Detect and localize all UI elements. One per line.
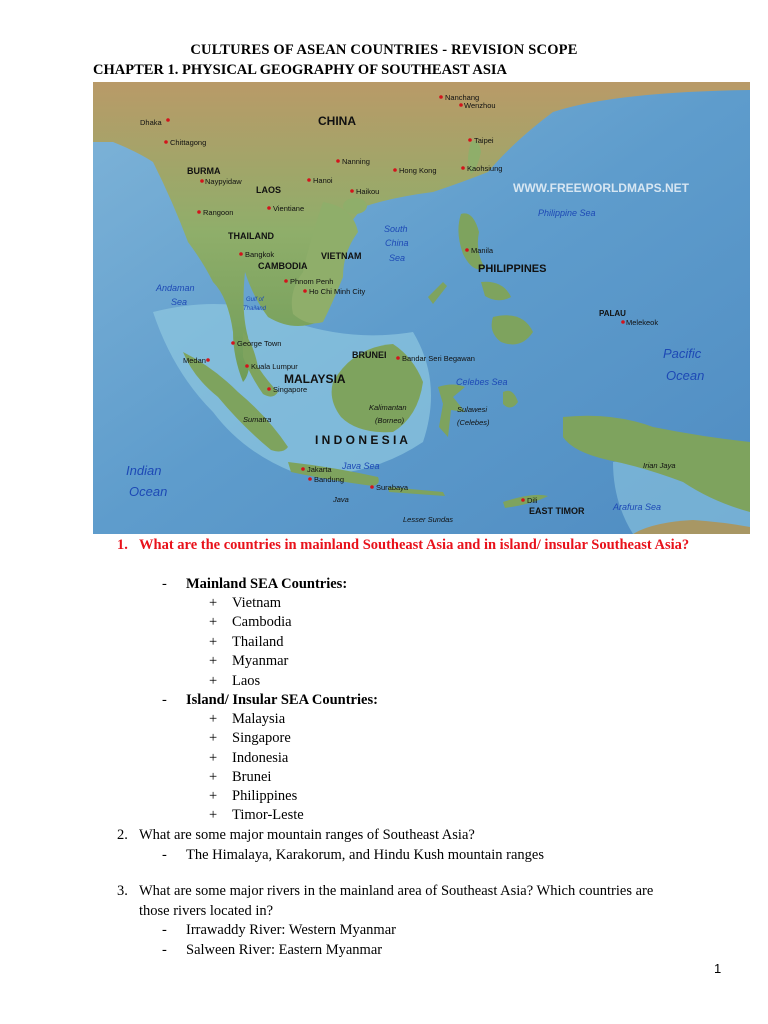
island-item: Singapore xyxy=(232,730,291,746)
question-2-answer: The Himalaya, Karakorum, and Hindu Kush mountain ranges xyxy=(186,847,544,863)
city-nanning: Nanning xyxy=(342,157,370,166)
label-malaysia: MALAYSIA xyxy=(284,372,346,386)
island-item: Malaysia xyxy=(232,711,286,727)
label-sulawesi: Sulawesi xyxy=(457,405,488,414)
label-andaman-2: Sea xyxy=(171,297,188,307)
city-rangoon: Rangoon xyxy=(203,208,234,217)
island-item: Indonesia xyxy=(232,750,289,766)
label-arafura-sea: Arafura Sea xyxy=(613,502,662,512)
bullet-plus: + xyxy=(209,614,218,630)
label-south-china-3: Sea xyxy=(389,253,406,263)
question-3-answer: Salween River: Eastern Myanmar xyxy=(186,942,383,958)
bullet-plus: + xyxy=(209,769,218,785)
label-cambodia: CAMBODIA xyxy=(258,261,308,271)
label-andaman-1: Andaman xyxy=(156,283,195,293)
city-medan: Medan xyxy=(183,356,206,365)
label-gulf-2: Thailand xyxy=(243,306,267,312)
question-3-number: 3. xyxy=(117,883,128,899)
question-1-number: 1. xyxy=(117,537,128,553)
bullet-plus: + xyxy=(209,788,218,804)
map-watermark: WWW.FREEWORLDMAPS.NET xyxy=(513,181,689,195)
label-celebes-sea: Celebes Sea xyxy=(456,377,508,387)
label-gulf-1: Gulf of xyxy=(246,297,264,303)
label-kalimantan: Kalimantan xyxy=(369,403,407,412)
label-laos: LAOS xyxy=(256,185,282,195)
city-manila: Manila xyxy=(471,246,494,255)
city-singapore: Singapore xyxy=(273,385,308,394)
page-number: 1 xyxy=(714,961,722,976)
city-bandung: Bandung xyxy=(314,475,345,484)
city-vientiane: Vientiane xyxy=(273,204,305,213)
label-south-china-2: China xyxy=(385,238,409,248)
island-item: Timor-Leste xyxy=(232,807,304,823)
question-2-number: 2. xyxy=(117,827,128,843)
label-pacific-2: Ocean xyxy=(666,368,705,383)
bullet-plus: + xyxy=(209,634,218,650)
label-indian-1: Indian xyxy=(126,463,162,478)
label-east-timor: EAST TIMOR xyxy=(529,506,585,516)
label-celebes: (Celebes) xyxy=(457,418,490,427)
label-philippine-sea: Philippine Sea xyxy=(538,208,596,218)
city-wenzhou: Wenzhou xyxy=(464,101,496,110)
island-item: Philippines xyxy=(232,788,298,804)
mainland-item: Cambodia xyxy=(232,614,292,630)
bullet-plus: + xyxy=(209,595,218,611)
city-jakarta: Jakarta xyxy=(307,465,332,474)
city-surabaya: Surabaya xyxy=(376,483,409,492)
mainland-item: Laos xyxy=(232,673,261,689)
mainland-item: Vietnam xyxy=(232,595,282,611)
bullet-plus: + xyxy=(209,673,218,689)
question-3-answer: Irrawaddy River: Western Myanmar xyxy=(186,922,396,938)
bullet-dash: - xyxy=(162,692,167,708)
city-naypyidaw: Naypyidaw xyxy=(205,177,242,186)
bullet-plus: + xyxy=(209,750,218,766)
label-lesser-sundas: Lesser Sundas xyxy=(403,515,454,524)
city-dhaka: Dhaka xyxy=(140,118,162,127)
label-vietnam: VIETNAM xyxy=(321,251,362,261)
mainland-item: Myanmar xyxy=(232,653,289,669)
bullet-dash: - xyxy=(162,576,167,592)
bullet-plus: + xyxy=(209,807,218,823)
city-melekeok: Melekeok xyxy=(626,318,659,327)
label-pacific-1: Pacific xyxy=(663,346,702,361)
label-java-sea: Java Sea xyxy=(342,461,380,471)
label-south-china-1: South xyxy=(384,224,408,234)
bullet-plus: + xyxy=(209,730,218,746)
label-indian-2: Ocean xyxy=(129,484,168,499)
island-heading: Island/ Insular SEA Countries: xyxy=(186,692,378,708)
city-chittagong: Chittagong xyxy=(170,138,207,147)
question-1-text: What are the countries in mainland Southeast Asia and in island/ insular Southeast Asia? xyxy=(139,537,690,553)
question-1 xyxy=(117,536,727,555)
label-burma: BURMA xyxy=(187,166,221,176)
bullet-dash: - xyxy=(162,942,167,958)
city-kuala-lumpur: Kuala Lumpur xyxy=(251,362,298,371)
mainland-heading: Mainland SEA Countries: xyxy=(186,576,348,592)
label-philippines: PHILIPPINES xyxy=(478,263,547,275)
document-title: CULTURES OF ASEAN COUNTRIES - REVISION SCOPE xyxy=(190,42,578,58)
label-borneo: (Borneo) xyxy=(375,416,405,425)
label-china: CHINA xyxy=(318,114,356,128)
city-ho-chi-minh: Ho Chi Minh City xyxy=(309,287,366,296)
city-phnom-penh: Phnom Penh xyxy=(290,277,334,286)
question-3-text-line2: those rivers located in? xyxy=(139,903,274,919)
chapter-heading: CHAPTER 1. PHYSICAL GEOGRAPHY OF SOUTHEAST ASIA xyxy=(93,62,507,78)
city-bangkok: Bangkok xyxy=(245,250,275,259)
city-taipei: Taipei xyxy=(474,136,494,145)
label-sumatra: Sumatra xyxy=(243,415,272,424)
city-haikou: Haikou xyxy=(356,187,380,196)
mainland-item: Thailand xyxy=(232,634,284,650)
label-java: Java xyxy=(333,495,349,504)
city-nanchang: Nanchang xyxy=(445,93,480,102)
question-3-text-line1: What are some major rivers in the mainland area of Southeast Asia? Which countries are xyxy=(139,883,654,899)
city-bandar-seri-begawan: Bandar Seri Begawan xyxy=(402,354,475,363)
bullet-dash: - xyxy=(162,922,167,938)
question-2-text: What are some major mountain ranges of Southeast Asia? xyxy=(139,827,475,843)
label-irian-jaya: Irian Jaya xyxy=(643,461,676,470)
bullet-plus: + xyxy=(209,653,218,669)
bullet-plus: + xyxy=(209,711,218,727)
city-kaohsiung: Kaohsiung xyxy=(467,164,503,173)
city-hong-kong: Hong Kong xyxy=(399,166,437,175)
label-thailand: THAILAND xyxy=(228,231,274,241)
city-george-town: George Town xyxy=(237,339,282,348)
city-hanoi: Hanoi xyxy=(313,176,333,185)
island-item: Brunei xyxy=(232,769,272,785)
label-palau: PALAU xyxy=(599,309,626,318)
bullet-dash: - xyxy=(162,847,167,863)
label-indonesia: I N D O N E S I A xyxy=(315,433,408,447)
city-dili: Dili xyxy=(527,496,538,505)
label-brunei: BRUNEI xyxy=(352,350,387,360)
